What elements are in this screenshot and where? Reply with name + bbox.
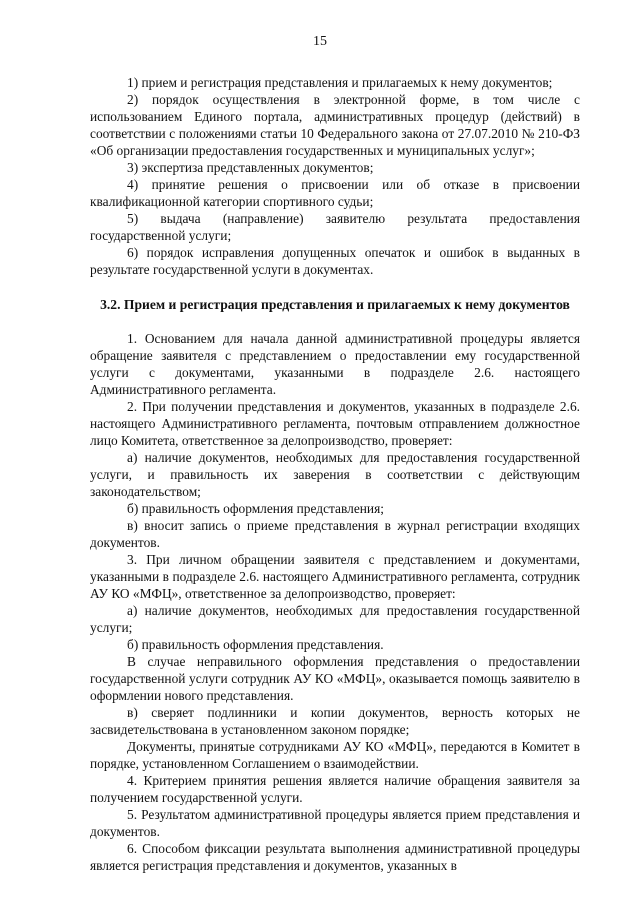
document-body: [90, 74, 580, 874]
list-item: 1) прием и регистрация представления и прилагаемых к нему документов;: [127, 75, 553, 90]
paragraph: 3. При личном обращении заявителя с представлением и документами, указанными в подразделе 2.6. настоящего Административного регламента, сотрудник АУ КО «МФЦ», ответственное за делопроизводство, проверяет:: [90, 552, 580, 601]
paragraph: б) правильность оформления представления.: [127, 637, 384, 652]
paragraph: 2. При получении представления и документов, указанных в подразделе 2.6. настоящего Административного регламента, почтовым отправлением должностное лицо Комитета, ответственное за делопроизводство, проверяет:: [90, 399, 580, 448]
paragraph: 5. Результатом административной процедуры является прием представления и документов.: [90, 807, 580, 839]
paragraph: 4. Критерием принятия решения является наличие обращения заявителя за получением государственной услуги.: [90, 773, 580, 805]
list-item: 6) порядок исправления допущенных опечаток и ошибок в выданных в результате государственной услуги в документах.: [90, 245, 580, 277]
paragraph: Документы, принятые сотрудниками АУ КО «МФЦ», передаются в Комитет в порядке, установленном Соглашением о взаимодействии.: [90, 739, 580, 771]
paragraph: 1. Основанием для начала данной административной процедуры является обращение заявителя с представлением о предоставлении ему государственной услуги с документами, указанными в подразделе 2.6. настоящего Административного регламента.: [90, 331, 580, 397]
paragraph: в) вносит запись о приеме представления в журнал регистрации входящих документов.: [90, 518, 580, 550]
procedure-list: [90, 74, 580, 278]
list-item: 2) порядок осуществления в электронной форме, в том числе с использованием Единого портала, административных процедур (действий) в соответствии с положениями статьи 10 Федерального закона от 27.07.2010 № 210-ФЗ «Об организации предоставления государственных и муниципальных услуг»;: [90, 92, 580, 158]
paragraph: а) наличие документов, необходимых для предоставления государственной услуги, и правильность их заверения в соответствии с действующим законодательством;: [90, 450, 580, 499]
paragraph: 6. Способом фиксации результата выполнения административной процедуры является регистрация представления и документов, указанных в: [90, 841, 580, 873]
paragraph: в) сверяет подлинники и копии документов, верность которых не засвидетельствована в установленном законом порядке;: [90, 705, 580, 737]
list-item: 3) экспертиза представленных документов;: [127, 160, 374, 175]
paragraph: В случае неправильного оформления представления о предоставлении государственной услуги сотрудник АУ КО «МФЦ», оказывается помощь заявителю в оформлении нового представления.: [90, 654, 580, 703]
list-item: 5) выдача (направление) заявителю результата предоставления государственной услуги;: [90, 211, 580, 243]
section-body: [90, 330, 580, 874]
paragraph: б) правильность оформления представления;: [127, 501, 384, 516]
section-heading: 3.2. Прием и регистрация представления и прилагаемых к нему документов: [100, 297, 570, 312]
paragraph: а) наличие документов, необходимых для предоставления государственной услуги;: [90, 603, 580, 635]
list-item: 4) принятие решения о присвоении или об отказе в присвоении квалификационной категории спортивного судьи;: [90, 177, 580, 209]
page-number: 15: [313, 34, 327, 49]
